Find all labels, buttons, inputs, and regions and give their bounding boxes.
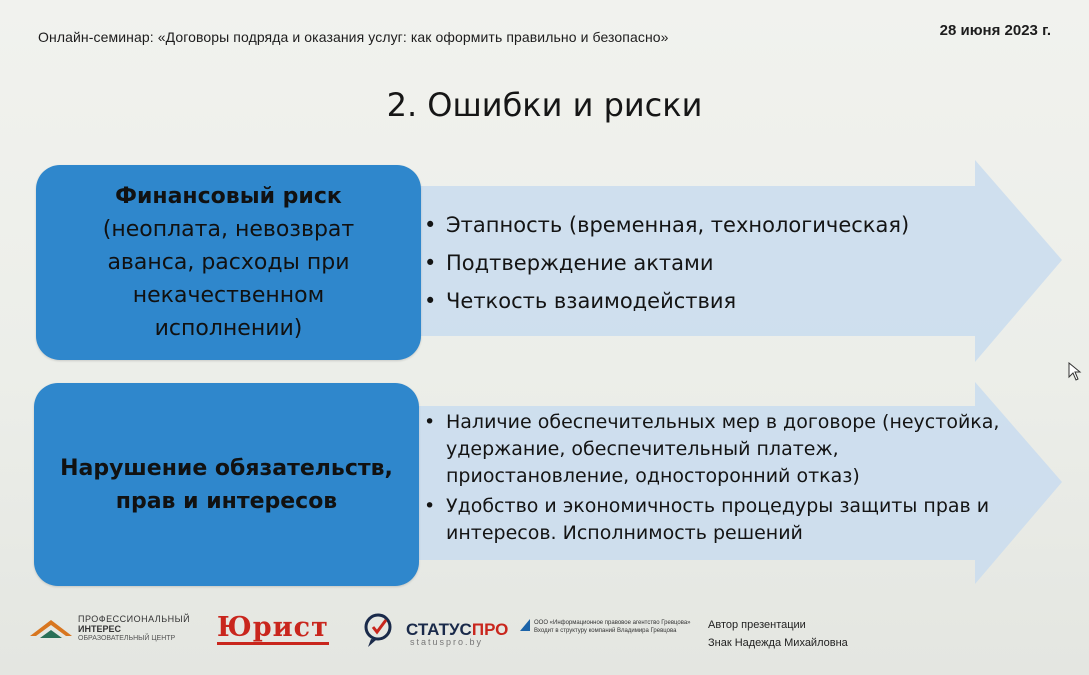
roof-logo-icon [30, 616, 72, 642]
status-part2: ПРО [471, 620, 509, 639]
speech-check-icon [362, 612, 402, 648]
logo1-line1: ПРОФЕССИОНАЛЬНЫЙ [78, 614, 191, 624]
bullet-item: • Этапность (временная, технологическая) [424, 206, 1024, 244]
obligations-bullets [424, 409, 1024, 550]
author-label: Автор презентации [708, 619, 806, 631]
grevtsov-agency-logo [520, 619, 691, 635]
financial-risk-bullets [424, 206, 1024, 320]
obligations-box [34, 383, 419, 586]
logo1-line3: ОБРАЗОВАТЕЛЬНЫЙ ЦЕНТР [78, 635, 176, 642]
obligations-title: Нарушение обязательств, прав и интересов [60, 455, 393, 514]
agency-mark-icon [520, 619, 530, 631]
bullet-item: • Четкость взаимодействия [424, 282, 1024, 320]
seminar-header: Онлайн-семинар: «Договоры подряда и оказания услуг: как оформить правильно и безопасно» [38, 29, 669, 45]
financial-risk-text: (неоплата, невозврат аванса, расходы при некачественном исполнении) [102, 217, 355, 341]
mouse-cursor-icon [1068, 362, 1084, 382]
status-part1: СТАТУС [406, 620, 472, 639]
slide-footer [0, 610, 1089, 670]
author-block [708, 616, 848, 652]
agency-line1: ООО «Информационное правовое агентство Гревцова» [534, 620, 691, 626]
bullet-item: • Подтверждение актами [424, 244, 1024, 282]
urist-logo: Юрист [217, 612, 329, 643]
financial-risk-title: Финансовый риск [115, 184, 342, 209]
author-name: Знак Надежда Михайловна [708, 637, 848, 649]
bullet-item: • Удобство и экономичность процедуры защиты прав и интересов. Исполнимость решений [424, 493, 1024, 547]
bullet-item: • Наличие обеспечительных мер в договоре (неустойка, удержание, обеспечительный платеж, приостановление, односторонний отказ) [424, 409, 1024, 490]
financial-risk-box [36, 165, 421, 360]
statuspro-site: statuspro.by [410, 637, 484, 647]
prof-interes-logo [30, 614, 190, 644]
slide-title: 2. Ошибки и риски [386, 86, 703, 124]
agency-line2: Входит в структуру компаний Владимира Гревцова [534, 628, 677, 634]
logo1-line2: ИНТЕРЕС [78, 624, 121, 634]
seminar-date: 28 июня 2023 г. [939, 22, 1051, 39]
